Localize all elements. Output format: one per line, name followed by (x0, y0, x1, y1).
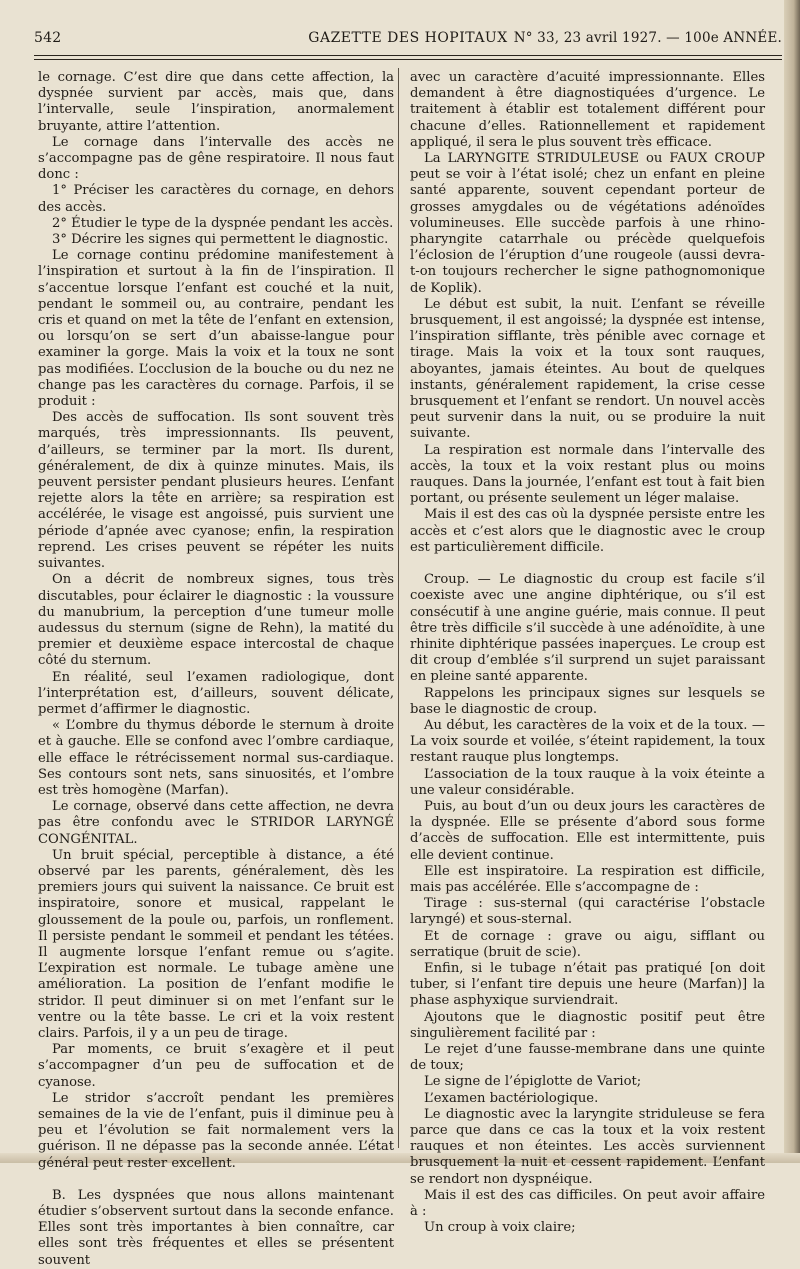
paragraph: Le cornage dans l’intervalle des accès ne s’accompagne pas de gêne respiratoire. Il nous faut donc : (38, 134, 394, 183)
page-edge-shadow (784, 0, 800, 1163)
paragraph: Par moments, ce bruit s’exagère et il peut s’accompagner d’un peu de suffocation et de cyanose. (38, 1042, 394, 1090)
paragraph: Puis, au bout d’un ou deux jours les caractères de la dyspnée. Elle se présente d’abord sous forme d’accès de suffocation. Elle est intermittente, puis elle devient continue. (410, 798, 765, 863)
paragraph: La LARYNGITE STRIDULEUSE ou FAUX CROUP peut se voir à l’état isolé; chez un enfant en pleine santé apparente, souvent cependant porteur de grosses amygdales ou de végétations adénoïdes volumineuses. Elle succède parfois à une rhino-pharyngite catarrhale ou précède quelquefois l’éclosion de l’éruption d’une rougeole (aussi devra-t-on toujours rechercher le signe pathognomonique de Koplik). (410, 151, 765, 296)
paragraph: 1° Préciser les caractères du cornage, en dehors des accès. (38, 183, 394, 215)
issue-info: N° 33, 23 avril 1927. — 100e ANNÉE. (513, 30, 782, 46)
header-rule (34, 55, 782, 56)
paragraph: Elle est inspiratoire. La respiration est difficile, mais pas accélérée. Elle s’accompagne de : (410, 863, 765, 895)
paragraph: « L’ombre du thymus déborde le sternum à droite et à gauche. Elle se confond avec l’ombre cardiaque, elle efface le rétrécissement normal sus-cardiaque. Ses contours sont nets, sans sinuosités, et l’ombre est très homogène (Marfan). (38, 718, 394, 798)
paragraph: Enfin, si le tubage n’était pas pratiqué [on doit tuber, si l’enfant tire depuis une heure (Marfan)] la phase asphyxique surviendrait. (410, 960, 765, 1009)
paragraph: 2° Étudier le type de la dyspnée pendant les accès. (52, 215, 394, 231)
paragraph: Le stridor s’accroît pendant les premières semaines de la vie de l’enfant, puis il diminue peu à peu et l’évolution se fait normalement vers la guérison. Il ne dépasse pas la seconde année. L’état général peut rester excellent. (38, 1090, 394, 1171)
paragraph: Au début, les caractères de la voix et de la toux. — La voix sourde et voilée, s’éteint rapidement, la toux restant rauque plus longtemps. (410, 717, 765, 766)
header-rule-thin (34, 59, 782, 60)
paragraph: Mais il est des cas difficiles. On peut avoir affaire à : (410, 1187, 765, 1220)
paragraph: Le signe de l’épiglotte de Variot; (424, 1074, 642, 1090)
paragraph: Le diagnostic avec la laryngite striduleuse se fera parce que dans ce cas la toux et la voix restent rauques et non éteintes. Les accès surviennent brusquement la nuit et cessent rapidement. L’enfant se rendort non dyspnéique. (410, 1106, 765, 1187)
running-header (34, 30, 782, 52)
journal-title: GAZETTE DES HOPITAUX (308, 30, 508, 46)
paragraph: L’association de la toux rauque à la voix éteinte a une valeur considérable. (410, 766, 765, 798)
right-column (410, 70, 765, 1236)
paragraph: Le début est subit, la nuit. L’enfant se réveille brusquement, il est angoissé; la dyspnée est intense, l’inspiration sifflante, très pénible avec cornage et tirage. Mais la voix et la toux sont rauques, aboyantes, jamais éteintes. Au bout de quelques instants, généralement rapidement, la crise cesse brusquement et l’enfant se rendort. Un nouvel accès peut survenir dans la nuit, ou se produire la nuit suivante. (410, 296, 765, 442)
paragraph: Croup. — Le diagnostic du croup est facile s’il coexiste avec une angine diphtérique, ou s’il est consécutif à une angine guérie, mais connue. Il peut être très difficile s’il succède à une adénoïdite, à une rhinite diphtérique passées inaperçues. Le croup est dit croup d’emblée s’il surprend un sujet paraissant en pleine santé apparente. (410, 572, 765, 685)
paragraph: Mais il est des cas où la dyspnée persiste entre les accès et c’est alors que le diagnostic avec le croup est particulièrement difficile. (410, 507, 765, 555)
paragraph: Des accès de suffocation. Ils sont souvent très marqués, très impressionnants. Ils peuvent, d’ailleurs, se terminer par la mort. Ils durent, généralement, de dix à quinze minutes. Mais, ils peuvent persister pendant plusieurs heures. L’enfant rejette alors la tête en arrière; sa respiration est accélérée, le visage est angoissé, puis survient une période d’apnée avec cyanose; enfin, la respiration reprend. Les crises peuvent se répéter les nuits suivantes. (38, 410, 394, 572)
paragraph: Le cornage continu prédomine manifestement à l’inspiration et surtout à la fin de l’inspiration. Il s’accentue lorsque l’enfant est couché et la nuit, pendant le sommeil ou, au contraire, pendant les cris et quand on met la tête de l’enfant en extension, ou lorsqu’on se sert d’un abaisse-langue pour examiner la gorge. Mais la voix et la toux ne sont pas modifiées. L’occlusion de la bouche ou du nez ne change pas les caractères du cornage. Parfois, il se produit : (38, 248, 394, 410)
paragraph: Un bruit spécial, perceptible à distance, a été observé par les parents, généralement, dès les premiers jours qui suivent la naissance. Ce bruit est inspiratoire, sonore et musical, rappelant le gloussement de la poule ou, parfois, un ronflement. Il persiste pendant le sommeil et pendant les tétées. Il augmente lorsque l’enfant remue ou s’agite. L’expiration est normale. Le tubage amène une amélioration. La position de l’enfant modifie le stridor. Il peut diminuer si on met l’enfant sur le ventre ou la tête basse. Le cri et la voix restent clairs. Parfois, il y a un peu de tirage. (38, 847, 394, 1041)
paragraph: avec un caractère d’acuité impressionnante. Elles demandent à être diagnostiquées d’urgence. Le traitement à établir est totalement différent pour chacune d’elles. Rationnellement et rapidement appliqué, il sera le plus souvent très efficace. (410, 70, 765, 150)
paragraph: Un croup à voix claire; (424, 1220, 576, 1236)
paragraph: Rappelons les principaux signes sur lesquels se base le diagnostic de croup. (410, 685, 765, 717)
paragraph: En réalité, seul l’examen radiologique, dont l’interprétation est, d’ailleurs, souvent délicate, permet d’affirmer le diagnostic. (38, 669, 394, 717)
paragraph: La respiration est normale dans l’intervalle des accès, la toux et la voix restant plus ou moins rauques. Dans la journée, l’enfant est tout à fait bien portant, ou présente seulement un léger malaise. (410, 442, 765, 507)
paragraph: le cornage. C’est dire que dans cette affection, la dyspnée survient par accès, mais que, dans l’intervalle, seule l’inspiration, anormalement bruyante, attire l’attention. (38, 70, 394, 134)
paragraph: Ajoutons que le diagnostic positif peut être singulièrement facilité par : (410, 1009, 765, 1041)
paragraph: Le cornage, observé dans cette affection, ne devra pas être confondu avec le STRIDOR LARYNGÉ CONGÉNITAL. (38, 799, 394, 847)
paragraph: On a décrit de nombreux signes, tous très discutables, pour éclairer le diagnostic : la voussure du manubrium, la perception d’une tumeur molle audessus du sternum (signe de Rehn), la matité du premier et deuxième espace intercostal de chaque côté du sternum. (38, 572, 394, 669)
page-number: 542 (34, 30, 62, 46)
paragraph: Tirage : sus-sternal (qui caractérise l’obstacle laryngé) et sous-sternal. (410, 896, 765, 928)
left-column (38, 70, 394, 1269)
paragraph: 3° Décrire les signes qui permettent le diagnostic. (52, 232, 389, 248)
paragraph: Et de cornage : grave ou aigu, sifflant ou serratique (bruit de scie). (410, 928, 765, 960)
paragraph: B. Les dyspnées que nous allons maintenant étudier s’observent surtout dans la seconde enfance. Elles sont très importantes à bien connaître, car elles sont très fréquentes et elles se présentent souvent (38, 1187, 394, 1268)
column-divider (398, 68, 399, 1148)
paragraph: Le rejet d’une fausse-membrane dans une quinte de toux; (410, 1041, 765, 1074)
paragraph: L’examen bactériologique. (424, 1090, 599, 1106)
